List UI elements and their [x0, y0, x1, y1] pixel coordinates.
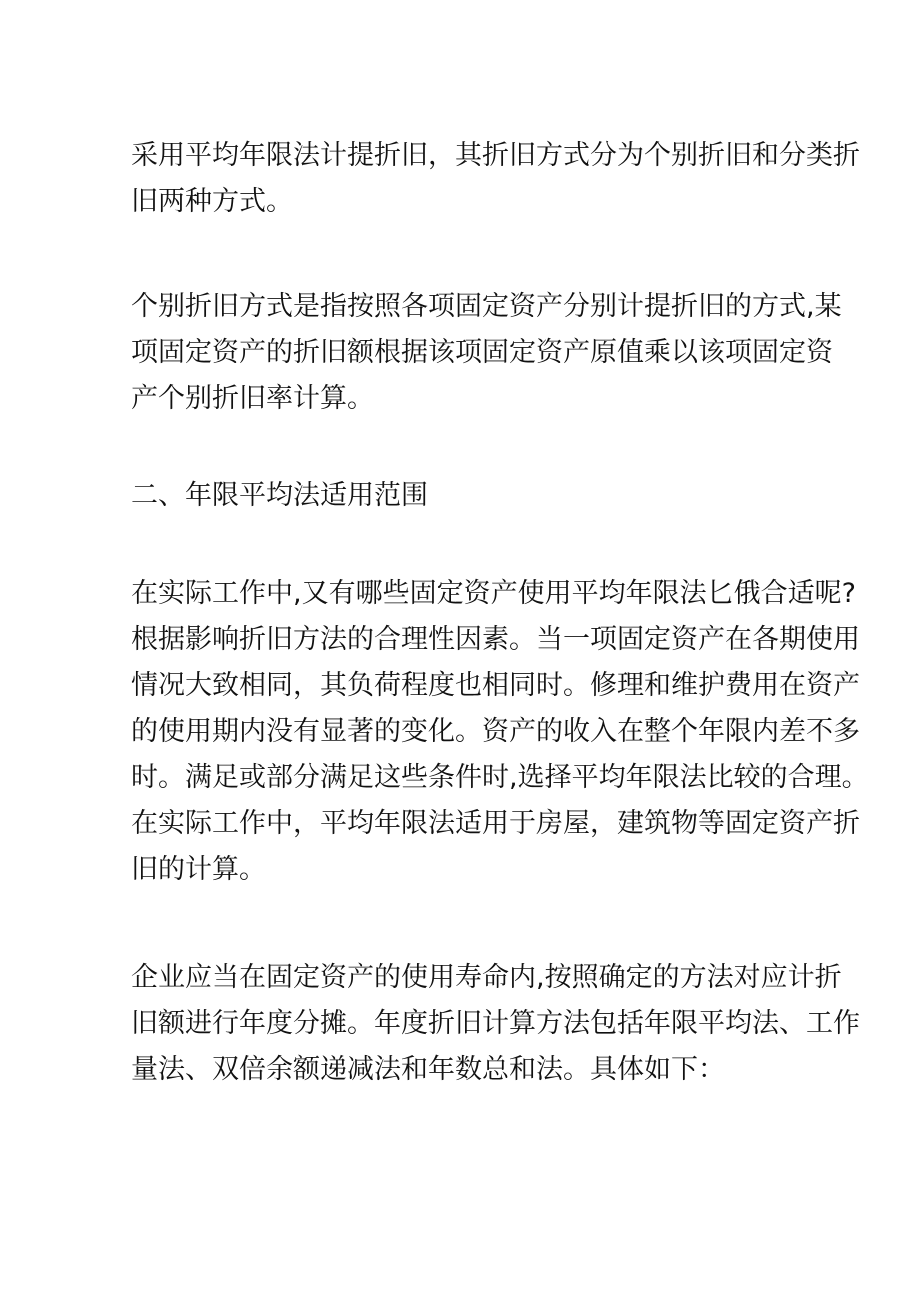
- paragraph-depreciation-methods: [131, 133, 860, 225]
- text-line: 旧额进行年度分摊。年度折旧计算方法包括年限平均法、工作: [131, 1008, 860, 1039]
- heading-text: 二、年限平均法适用范围: [131, 480, 428, 511]
- text-line: 个别折旧方式是指按照各项固定资产分别计提折旧的方式,某: [131, 291, 842, 322]
- paragraph-individual-depreciation: [131, 284, 842, 422]
- text-line: 在实际工作中，平均年限法适用于房屋，建筑物等固定资产折: [131, 808, 860, 839]
- text-line: 在实际工作中,又有哪些固定资产使用平均年限法匕俄合适呢?: [131, 578, 856, 609]
- text-line: 项固定资产的折旧额根据该项固定资产原值乘以该项固定资: [131, 337, 833, 368]
- text-line: 企业应当在固定资产的使用寿命内,按照确定的方法对应计折: [131, 962, 842, 993]
- section-heading: [131, 473, 796, 519]
- text-line: 情况大致相同，其负荷程度也相同时。修理和维护费用在资产: [131, 670, 860, 701]
- text-line: 采用平均年限法计提折旧，其折旧方式分为个别折旧和分类折: [131, 140, 860, 171]
- text-line: 产个别折旧率计算。: [131, 383, 374, 414]
- text-line: 量法、双倍余额递减法和年数总和法。具体如下：: [131, 1054, 725, 1085]
- paragraph-applicable-scope: [131, 571, 869, 893]
- text-line: 旧的计算。: [131, 854, 266, 885]
- text-line: 的使用期内没有显著的变化。资产的收入在整个年限内差不多: [131, 716, 860, 747]
- text-line: 时。满足或部分满足这些条件时,选择平均年限法比较的合理。: [131, 762, 869, 793]
- text-line: 根据影响折旧方法的合理性因素。当一项固定资产在各期使用: [131, 624, 860, 655]
- paragraph-annual-allocation: [131, 955, 860, 1093]
- text-line: 旧两种方式。: [131, 186, 293, 217]
